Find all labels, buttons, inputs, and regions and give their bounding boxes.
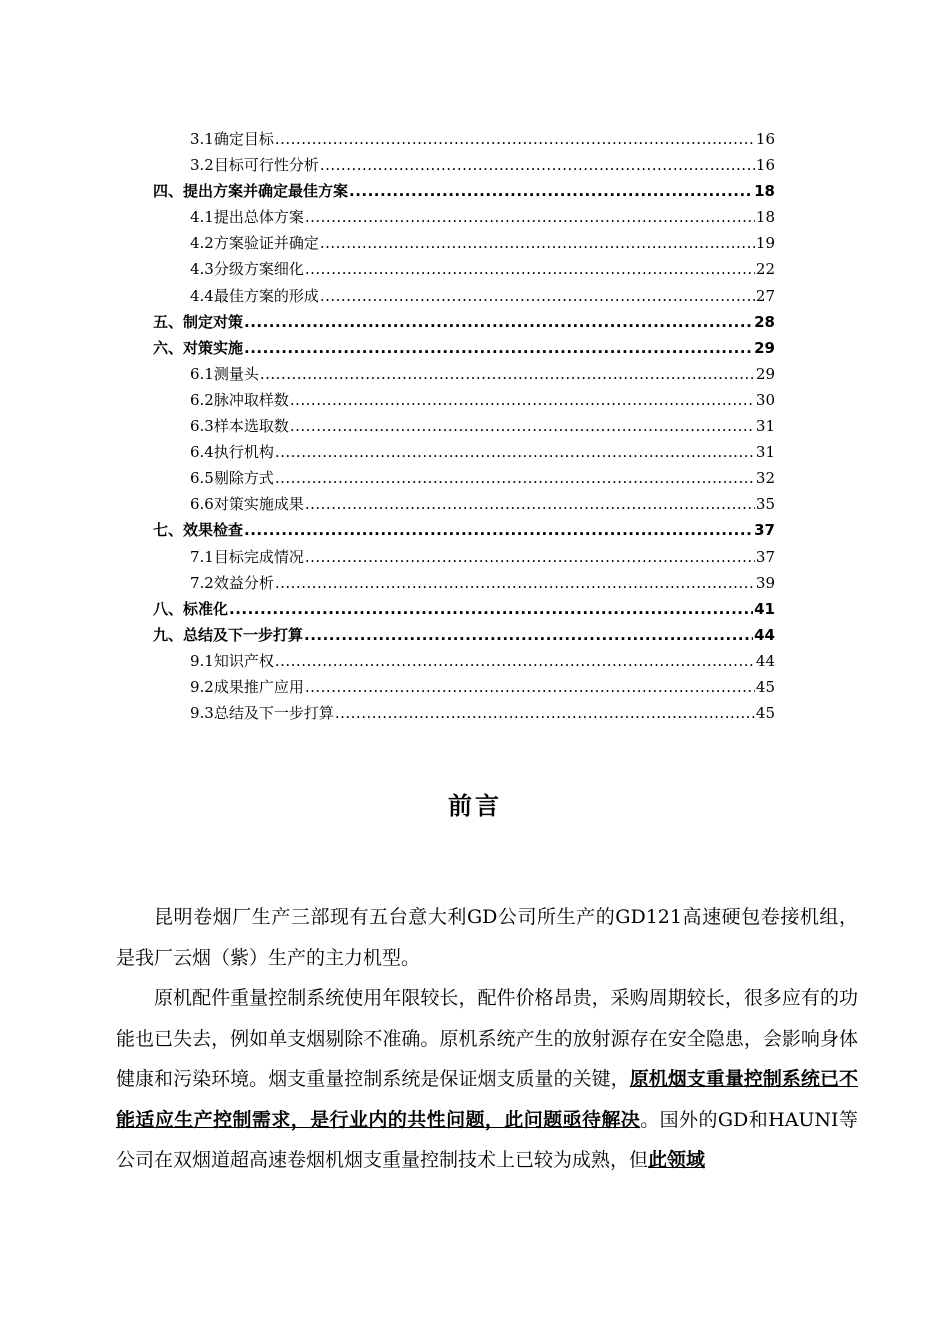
toc-entry-label: 7.2效益分析 bbox=[190, 573, 274, 592]
preface-paragraph-2 bbox=[116, 978, 858, 1181]
toc-entry-label: 4.2方案验证并确定 bbox=[190, 234, 319, 253]
preface-body bbox=[116, 897, 858, 1181]
toc-entry-label: 4.3分级方案细化 bbox=[190, 260, 304, 279]
toc-dot-leader bbox=[244, 335, 753, 361]
toc-entry-page: 18 bbox=[754, 182, 775, 201]
toc-entry[interactable] bbox=[0, 204, 950, 230]
toc-entry-page: 31 bbox=[755, 417, 775, 436]
toc-entry[interactable] bbox=[0, 413, 950, 439]
table-of-contents bbox=[0, 126, 950, 726]
toc-entry-label: 四、提出方案并确定最佳方案 bbox=[153, 182, 349, 201]
paragraph-text: 原机配件重量控制系统使用年限较长，配件价格昂贵，采购周期较长，很多应有的功能也已失去，例如单支烟剔除不准确。原机系统产生的放射源存在安全隐患，会影响身体健康和污染环境。烟支重量控制系统是保证烟支质量的关键， bbox=[116, 987, 858, 1090]
toc-entry[interactable] bbox=[0, 439, 950, 465]
toc-dot-leader bbox=[275, 648, 755, 674]
toc-entry-page: 16 bbox=[755, 130, 775, 148]
toc-entry[interactable] bbox=[0, 700, 950, 726]
emphasized-text: 原机烟支重量控制系统已不能适应生产控制需求，是行业内的共性问题，此问题亟待解决 bbox=[116, 1068, 858, 1131]
toc-entry[interactable] bbox=[0, 674, 950, 700]
toc-entry[interactable] bbox=[0, 570, 950, 596]
toc-entry-page: 41 bbox=[754, 599, 775, 618]
paragraph-text: 。国外的GD和HAUNI等公司在双烟道超高速卷烟机烟支重量控制技术上已较为成熟，但 bbox=[116, 1108, 858, 1171]
toc-entry-label: 九、总结及下一步打算 bbox=[153, 625, 304, 644]
toc-entry[interactable] bbox=[0, 309, 950, 335]
toc-dot-leader bbox=[305, 204, 755, 230]
toc-dot-leader bbox=[305, 256, 755, 282]
toc-dot-leader bbox=[275, 465, 755, 491]
toc-entry[interactable] bbox=[0, 152, 950, 178]
toc-dot-leader bbox=[244, 309, 753, 335]
toc-entry-page: 35 bbox=[755, 495, 775, 514]
toc-entry-label: 4.4最佳方案的形成 bbox=[190, 286, 319, 305]
toc-entry-label: 4.1提出总体方案 bbox=[190, 208, 304, 227]
toc-entry-page: 27 bbox=[755, 286, 775, 305]
toc-entry-page: 37 bbox=[754, 521, 775, 540]
toc-entry[interactable] bbox=[0, 648, 950, 674]
toc-entry-label: 八、标准化 bbox=[153, 599, 229, 618]
toc-dot-leader bbox=[305, 544, 755, 570]
toc-dot-leader bbox=[305, 674, 755, 700]
toc-entry[interactable] bbox=[0, 622, 950, 648]
toc-entry[interactable] bbox=[0, 283, 950, 309]
toc-dot-leader bbox=[260, 361, 755, 387]
toc-entry-page: 18 bbox=[755, 208, 775, 227]
toc-entry-page: 45 bbox=[755, 677, 775, 696]
toc-entry[interactable] bbox=[0, 596, 950, 622]
toc-entry[interactable] bbox=[0, 517, 950, 543]
toc-dot-leader bbox=[229, 596, 753, 622]
toc-dot-leader bbox=[320, 152, 755, 178]
toc-entry[interactable] bbox=[0, 335, 950, 361]
toc-entry[interactable] bbox=[0, 256, 950, 282]
toc-entry-page: 19 bbox=[755, 234, 775, 253]
toc-entry[interactable] bbox=[0, 126, 950, 152]
toc-dot-leader bbox=[349, 178, 753, 204]
preface-paragraph-1: 昆明卷烟厂生产三部现有五台意大利GD公司所生产的GD121高速硬包卷接机组，是我厂云烟（紫）生产的主力机型。 bbox=[116, 906, 858, 969]
emphasized-text: 此领域 bbox=[648, 1149, 706, 1171]
toc-entry-page: 32 bbox=[755, 469, 775, 488]
toc-entry-label: 五、制定对策 bbox=[153, 312, 244, 331]
toc-entry-label: 7.1目标完成情况 bbox=[190, 547, 304, 566]
toc-dot-leader bbox=[275, 570, 755, 596]
toc-entry[interactable] bbox=[0, 544, 950, 570]
toc-entry-label: 6.1测量头 bbox=[190, 364, 259, 383]
toc-dot-leader bbox=[275, 439, 755, 465]
toc-entry-label: 6.6对策实施成果 bbox=[190, 495, 304, 514]
toc-entry-label: 9.3总结及下一步打算 bbox=[190, 704, 334, 723]
toc-entry-page: 39 bbox=[755, 573, 775, 592]
toc-dot-leader bbox=[335, 700, 755, 726]
preface-title: 前言 bbox=[448, 792, 502, 820]
toc-dot-leader bbox=[290, 413, 755, 439]
toc-entry-page: 45 bbox=[755, 704, 775, 723]
toc-dot-leader bbox=[275, 126, 755, 152]
toc-entry-page: 22 bbox=[755, 260, 775, 279]
toc-dot-leader bbox=[320, 283, 755, 309]
toc-entry-page: 29 bbox=[755, 364, 775, 383]
toc-entry-label: 6.4执行机构 bbox=[190, 443, 274, 462]
toc-entry-page: 37 bbox=[755, 547, 775, 566]
toc-entry[interactable] bbox=[0, 491, 950, 517]
toc-entry[interactable] bbox=[0, 387, 950, 413]
toc-entry-label: 6.2脉冲取样数 bbox=[190, 390, 289, 409]
toc-dot-leader bbox=[290, 387, 755, 413]
toc-entry-page: 44 bbox=[755, 651, 775, 670]
toc-entry-label: 6.5剔除方式 bbox=[190, 469, 274, 488]
toc-entry[interactable] bbox=[0, 465, 950, 491]
toc-entry-label: 3.1确定目标 bbox=[190, 130, 274, 148]
toc-entry-page: 44 bbox=[754, 625, 775, 644]
toc-entry-page: 31 bbox=[755, 443, 775, 462]
toc-entry-label: 9.1知识产权 bbox=[190, 651, 274, 670]
toc-entry-label: 3.2目标可行性分析 bbox=[190, 156, 319, 175]
toc-dot-leader bbox=[320, 230, 755, 256]
toc-entry-label: 9.2成果推广应用 bbox=[190, 677, 304, 696]
toc-entry[interactable] bbox=[0, 178, 950, 204]
toc-entry-page: 16 bbox=[755, 156, 775, 175]
toc-entry-label: 6.3样本选取数 bbox=[190, 417, 289, 436]
toc-dot-leader bbox=[305, 491, 755, 517]
toc-entry-label: 七、效果检查 bbox=[153, 521, 244, 540]
toc-dot-leader bbox=[244, 517, 753, 543]
toc-entry-label: 六、对策实施 bbox=[153, 338, 244, 357]
toc-dot-leader bbox=[304, 622, 753, 648]
toc-entry-page: 29 bbox=[754, 338, 775, 357]
toc-entry[interactable] bbox=[0, 361, 950, 387]
toc-entry[interactable] bbox=[0, 230, 950, 256]
toc-entry-page: 28 bbox=[754, 312, 775, 331]
toc-entry-page: 30 bbox=[755, 390, 775, 409]
